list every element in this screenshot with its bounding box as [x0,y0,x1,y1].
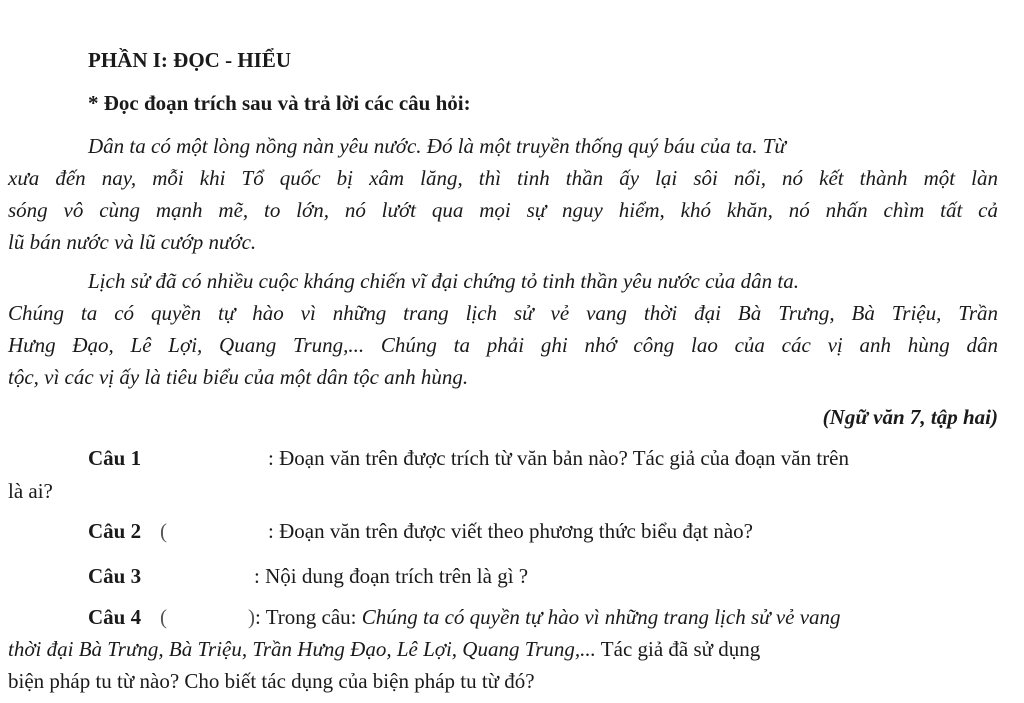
question-3-label: Câu 3 [88,564,142,588]
question-2 [88,516,1024,546]
question-3 [88,561,1024,591]
question-1-line-1 [88,443,998,473]
passage-line: Dân ta có một lòng nồng nàn yêu nước. Đó là một truyền thống quý báu của ta. Từ [88,134,786,158]
question-4-tick-open: ( [160,605,167,629]
question-4-quote-2: thời đại Bà Trưng, Bà Triệu, Trần Hưng Đạo, Lê Lợi, Quang Trung,... [8,637,596,661]
question-4-quote-1: Chúng ta có quyền tự hào vì những trang lịch sử vẻ vang [361,605,841,629]
question-4-tick-close: ) [248,605,255,629]
question-1-text: : Đoạn văn trên được trích từ văn bản nào? Tác giả của đoạn văn trên [268,446,850,470]
passage-line: lũ bán nước và lũ cướp nước. [8,230,257,254]
question-2-tick: ( [160,519,167,543]
question-2-label: Câu 2 [88,519,142,543]
passage-line: Chúng ta có quyền tự hào vì những trang lịch sử vẻ vang thời đại Bà Trưng, Bà Triệu, Trần [8,301,998,325]
passage-source: (Ngữ văn 7, tập hai) [822,405,998,429]
question-4-line-1 [88,602,998,632]
passage-line: Hưng Đạo, Lê Lợi, Quang Trung,... Chúng ta phải ghi nhớ công lao của các vị anh hùng dân [8,333,998,357]
question-4-prefix: : Trong câu: [255,605,362,629]
passage-line: xưa đến nay, mỗi khi Tổ quốc bị xâm lăng, thì tinh thần ấy lại sôi nổi, nó kết thành một làn [8,166,998,190]
question-4-line-2 [8,634,998,664]
passage-line: Lịch sử đã có nhiều cuộc kháng chiến vĩ đại chứng tỏ tinh thần yêu nước của dân ta. [88,269,800,293]
passage-line: tộc, vì các vị ấy là tiêu biểu của một dân tộc anh hùng. [8,365,469,389]
question-4-line-3: biện pháp tu từ nào? Cho biết tác dụng của biện pháp tu từ đó? [8,669,535,693]
question-1-line-2: là ai? [8,479,53,503]
question-4-label: Câu 4 [88,605,142,629]
instruction-text: * Đọc đoạn trích sau và trả lời các câu hỏi: [88,91,471,115]
question-3-text: : Nội dung đoạn trích trên là gì ? [254,564,529,588]
section-title: PHẦN I: ĐỌC - HIỂU [88,48,291,72]
question-2-text: : Đoạn văn trên được viết theo phương thức biểu đạt nào? [268,519,753,543]
question-1-label: Câu 1 [88,446,142,470]
question-4-text-rest: Tác giả đã sử dụng [595,637,761,661]
passage-line: sóng vô cùng mạnh mẽ, to lớn, nó lướt qua mọi sự nguy hiểm, khó khăn, nó nhấn chìm tất cả [8,198,998,222]
